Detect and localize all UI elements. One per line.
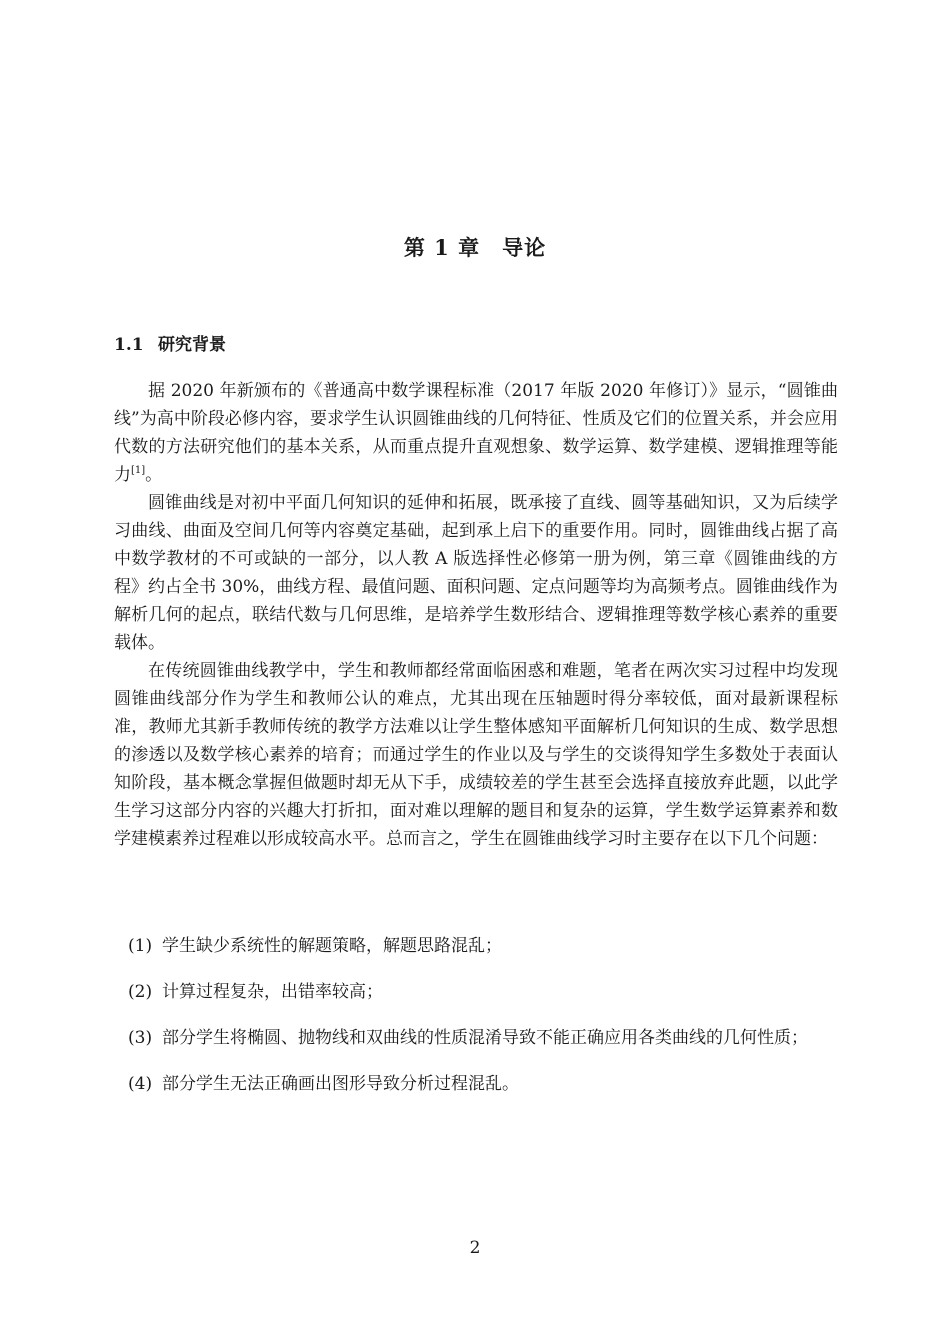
paragraph-2: 圆锥曲线是对初中平面几何知识的延伸和拓展，既承接了直线、圆等基础知识，又为后续学习曲线、曲面及空间几何等内容奠定基础，起到承上启下的重要作用。同时，圆锥曲线占据了高中数学教材的不可或缺的一部分，以人教 A 版选择性必修第一册为例，第三章《圆锥曲线的方程》约占全书 30%，曲线方程、最值问题、面积问题、定点问题等均为高频考点。圆锥曲线作为解析几何的起点，联结代数与几何思维，是培养学生数形结合、逻辑推理等数学核心素养的重要载体。 [114, 493, 838, 653]
list-item [128, 1024, 840, 1052]
list-item-text: 计算过程复杂，出错率较高； [162, 982, 383, 1002]
list-item-number: (4) [128, 1074, 153, 1094]
list-item-text: 学生缺少系统性的解题策略，解题思路混乱； [162, 936, 502, 956]
list-item-text: 部分学生将椭圆、抛物线和双曲线的性质混淆导致不能正确应用各类曲线的几何性质； [162, 1028, 808, 1048]
section-number: 1.1 [114, 335, 144, 355]
page-number: 2 [469, 1238, 481, 1258]
chapter-name: 导论 [502, 235, 547, 260]
paragraph-1 [114, 377, 838, 489]
list-item [128, 978, 840, 1006]
section-title: 研究背景 [158, 335, 226, 355]
chapter-number: 第 1 章 [403, 235, 481, 260]
problem-list [128, 932, 840, 1116]
paragraph-1-tail: 。 [145, 465, 163, 485]
section-heading [114, 330, 226, 355]
list-item-number: (3) [128, 1028, 153, 1048]
list-item-number: (1) [128, 936, 153, 956]
paragraph-1-text: 据 2020 年新颁布的《普通高中数学课程标准（2017 年版 2020 年修订）》显示，“圆锥曲线”为高中阶段必修内容，要求学生认识圆锥曲线的几何特征、性质及它们的位置关系，并会应用代数的方法研究他们的基本关系，从而重点提升直观想象、数学运算、数学建模、逻辑推理等能力 [114, 381, 838, 485]
paragraph-3: 在传统圆锥曲线教学中，学生和教师都经常面临困惑和难题，笔者在两次实习过程中均发现圆锥曲线部分作为学生和教师公认的难点，尤其出现在压轴题时得分率较低，面对最新课程标准，教师尤其新手教师传统的教学方法难以让学生整体感知平面解析几何知识的生成、数学思想的渗透以及数学核心素养的培育；而通过学生的作业以及与学生的交谈得知学生多数处于表面认知阶段，基本概念掌握但做题时却无从下手，成绩较差的学生甚至会选择直接放弃此题，以此学生学习这部分内容的兴趣大打折扣，面对难以理解的题目和复杂的运算，学生数学运算素养和数学建模素养过程难以形成较高水平。总而言之，学生在圆锥曲线学习时主要存在以下几个问题： [114, 661, 838, 849]
list-item-number: (2) [128, 982, 153, 1002]
citation-link[interactable]: [1] [131, 465, 146, 476]
list-item [128, 1070, 840, 1098]
body-text [114, 377, 838, 853]
list-item [128, 932, 840, 960]
chapter-title [0, 232, 950, 262]
list-item-text: 部分学生无法正确画出图形导致分析过程混乱。 [162, 1074, 519, 1094]
